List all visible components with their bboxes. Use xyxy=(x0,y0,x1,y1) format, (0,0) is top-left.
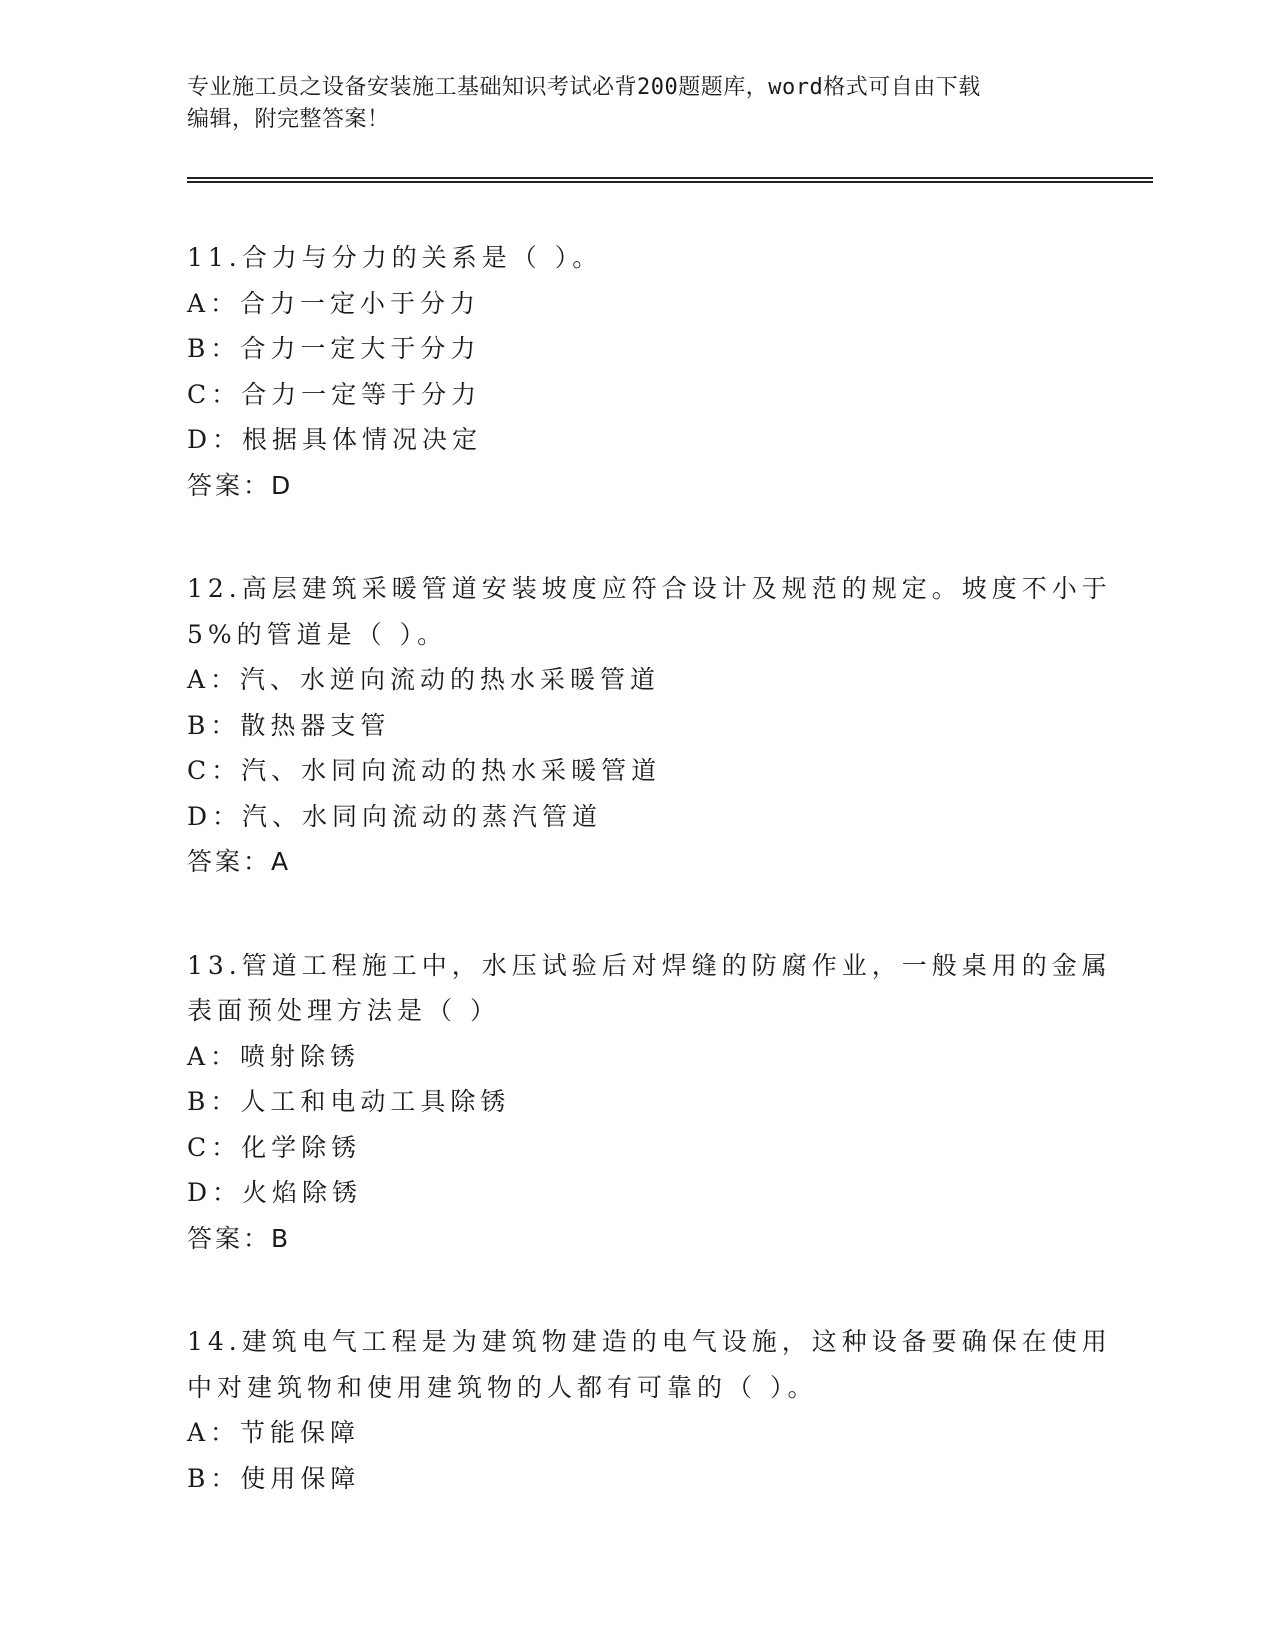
question-12 xyxy=(187,566,1112,885)
option-a: A：喷射除锈 xyxy=(187,1041,361,1071)
question-text: 14.建筑电气工程是为建筑物建造的电气设施，这种设备要确保在使用 xyxy=(187,1327,1112,1356)
option-c: C：合力一定等于分力 xyxy=(187,379,482,409)
question-13 xyxy=(187,943,1112,1262)
option-b: B：散热器支管 xyxy=(187,710,391,740)
question-text: 12.高层建筑采暖管道安装坡度应符合设计及规范的规定。坡度不小于 xyxy=(187,574,1112,603)
option-d: D：根据具体情况决定 xyxy=(187,425,483,454)
option-d: D：汽、水同向流动的蒸汽管道 xyxy=(187,801,603,831)
option-c: C：汽、水同向流动的热水采暖管道 xyxy=(187,756,662,785)
option-b: B：人工和电动工具除锈 xyxy=(187,1087,511,1116)
answer: 答案：D xyxy=(187,470,294,500)
answer: 答案：A xyxy=(187,847,292,876)
option-c: C：化学除锈 xyxy=(187,1132,362,1162)
header-divider xyxy=(187,177,1153,183)
option-b: B：合力一定大于分力 xyxy=(187,334,481,363)
question-11 xyxy=(187,235,1087,508)
question-text: 11.合力与分力的关系是（ ）。 xyxy=(187,243,603,272)
option-a: A：合力一定小于分力 xyxy=(187,288,481,318)
option-a: A：节能保障 xyxy=(187,1418,361,1447)
question-14 xyxy=(187,1319,1112,1501)
header-line-2: 编辑，附完整答案！ xyxy=(187,107,390,132)
question-text-continued: 表面预处理方法是（ ） xyxy=(187,996,500,1025)
document-header xyxy=(187,72,1087,136)
question-text-continued: 5%的管道是（ ）。 xyxy=(187,619,448,649)
question-text-continued: 中对建筑物和使用建筑物的人都有可靠的（ ）。 xyxy=(187,1372,818,1402)
option-b: B：使用保障 xyxy=(187,1463,361,1493)
option-a: A：汽、水逆向流动的热水采暖管道 xyxy=(187,665,661,694)
answer: 答案：B xyxy=(187,1223,292,1253)
question-list xyxy=(187,235,1112,1559)
option-d: D：火焰除锈 xyxy=(187,1178,363,1207)
question-text: 13.管道工程施工中，水压试验后对焊缝的防腐作业，一般桌用的金属 xyxy=(187,950,1112,980)
header-line-1: 专业施工员之设备安装施工基础知识考试必背200题题库，word格式可自由下载 xyxy=(187,75,981,100)
